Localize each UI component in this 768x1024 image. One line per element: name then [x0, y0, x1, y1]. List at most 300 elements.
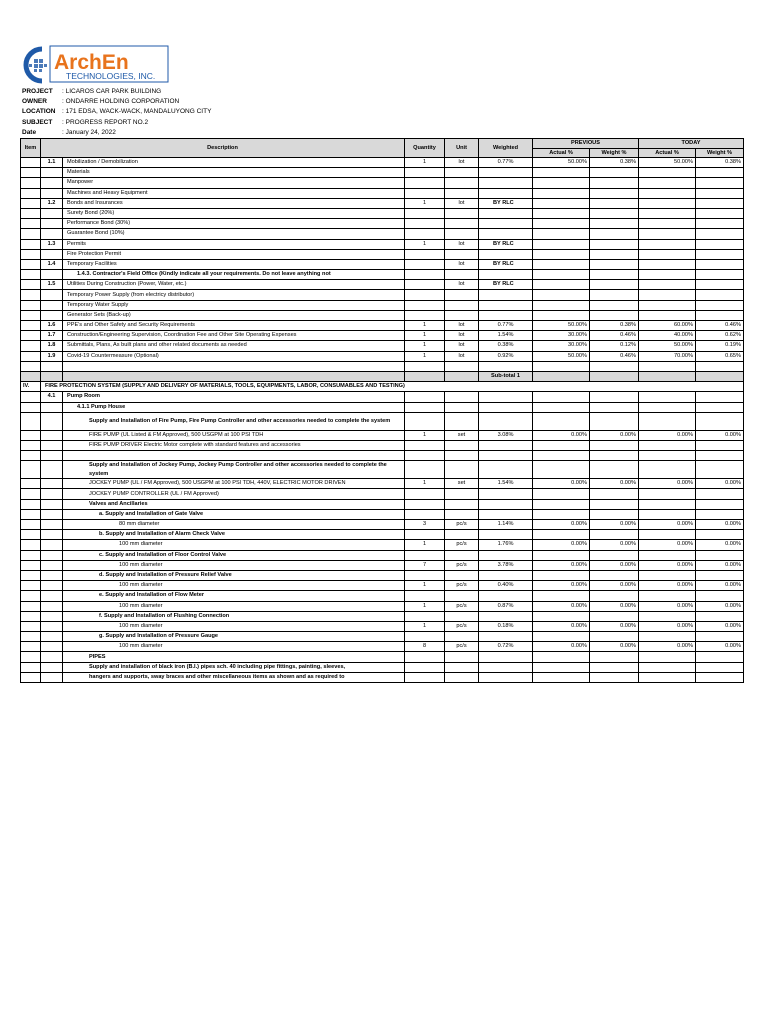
weighted-cell: [479, 530, 533, 540]
today-actual-cell: [639, 662, 696, 672]
item-number: [41, 560, 63, 570]
table-row: [21, 632, 744, 642]
quantity-cell: 1: [405, 430, 445, 440]
item-description: JOCKEY PUMP CONTROLLER (UL / FM Approved): [63, 489, 405, 499]
info-value: : January 24, 2022: [62, 128, 116, 136]
previous-actual-cell: 0.00%: [533, 601, 590, 611]
weighted-cell: BY RLC: [479, 239, 533, 249]
today-weight-cell: 0.00%: [696, 560, 744, 570]
weighted-cell: [479, 652, 533, 662]
item-number: [41, 188, 63, 198]
quantity-cell: [405, 632, 445, 642]
table-row: [21, 440, 744, 450]
item-description: Mobilization / Demobilization: [63, 158, 405, 168]
today-weight-cell: [696, 310, 744, 320]
info-key: Date: [22, 128, 37, 136]
weighted-cell: [479, 461, 533, 479]
previous-weight-cell: 0.38%: [590, 321, 639, 331]
quantity-cell: [405, 290, 445, 300]
today-weight-cell: [696, 461, 744, 479]
table-row: [21, 520, 744, 530]
previous-weight-cell: [590, 662, 639, 672]
weighted-cell: [479, 591, 533, 601]
previous-weight-cell: 0.46%: [590, 351, 639, 361]
previous-weight-cell: [590, 591, 639, 601]
item-number: [41, 402, 63, 412]
today-actual-cell: [639, 249, 696, 259]
unit-cell: [445, 208, 479, 218]
item-description: 100 mm diameter: [63, 560, 405, 570]
item-description: Bonds and Insurances: [63, 198, 405, 208]
item-cell: [21, 321, 41, 331]
previous-actual-cell: [533, 550, 590, 560]
item-number: [41, 412, 63, 430]
previous-weight-cell: 0.00%: [590, 642, 639, 652]
previous-weight-cell: [590, 672, 639, 682]
quantity-cell: [405, 371, 445, 381]
weighted-cell: 0.38%: [479, 341, 533, 351]
previous-weight-cell: [590, 178, 639, 188]
previous-actual-cell: 0.00%: [533, 430, 590, 440]
previous-actual-cell: [533, 280, 590, 290]
weighted-cell: 1.76%: [479, 540, 533, 550]
today-weight-cell: [696, 402, 744, 412]
quantity-cell: [405, 392, 445, 402]
weighted-cell: 0.18%: [479, 621, 533, 631]
item-description: Temporary Power Supply (from electricy distributor): [63, 290, 405, 300]
weighted-cell: [479, 361, 533, 371]
today-actual-cell: [639, 461, 696, 479]
item-cell: [21, 331, 41, 341]
previous-weight-cell: 0.00%: [590, 621, 639, 631]
today-weight-cell: [696, 570, 744, 580]
item-cell: [21, 280, 41, 290]
item-description: 100 mm diameter: [63, 621, 405, 631]
previous-actual-cell: [533, 290, 590, 300]
item-description: c. Supply and Installation of Floor Control Valve: [63, 550, 405, 560]
previous-weight-cell: [590, 632, 639, 642]
today-weight-cell: [696, 168, 744, 178]
item-description: 100 mm diameter: [63, 581, 405, 591]
item-number: 1.8: [41, 341, 63, 351]
previous-actual-cell: 0.00%: [533, 621, 590, 631]
item-description: 4.1.1 Pump House: [63, 402, 405, 412]
previous-actual-cell: [533, 489, 590, 499]
info-value: : LICAROS CAR PARK BUILDING: [62, 88, 162, 95]
previous-weight-cell: [590, 188, 639, 198]
quantity-cell: [405, 208, 445, 218]
today-weight-cell: [696, 662, 744, 672]
table-row: [21, 581, 744, 591]
item-number: [41, 249, 63, 259]
previous-actual-cell: [533, 632, 590, 642]
unit-cell: [445, 371, 479, 381]
unit-cell: set: [445, 430, 479, 440]
unit-cell: pc/s: [445, 642, 479, 652]
item-cell: [21, 392, 41, 402]
table-row: [21, 540, 744, 550]
item-description: d. Supply and Installation of Pressure Relief Valve: [63, 570, 405, 580]
item-cell: [21, 371, 41, 381]
today-weight-cell: [696, 229, 744, 239]
today-weight-cell: [696, 451, 744, 461]
today-actual-cell: 0.00%: [639, 581, 696, 591]
table-row: [21, 451, 744, 461]
today-actual-cell: [639, 270, 696, 280]
quantity-cell: [405, 611, 445, 621]
col-today-weight: Weight %: [696, 149, 744, 158]
previous-weight-cell: [590, 168, 639, 178]
previous-actual-cell: 50.00%: [533, 158, 590, 168]
weighted-cell: [479, 290, 533, 300]
previous-weight-cell: [590, 509, 639, 519]
item-description: Valves and Ancillaries: [63, 499, 405, 509]
item-number: 1.7: [41, 331, 63, 341]
unit-cell: [445, 509, 479, 519]
item-number: [41, 479, 63, 489]
item-cell: [21, 520, 41, 530]
previous-weight-cell: [590, 392, 639, 402]
today-actual-cell: [639, 280, 696, 290]
item-cell: [21, 351, 41, 361]
table-row: [21, 530, 744, 540]
item-cell: [21, 642, 41, 652]
previous-weight-cell: [590, 402, 639, 412]
quantity-cell: 1: [405, 621, 445, 631]
quantity-cell: [405, 461, 445, 479]
item-description: [63, 361, 405, 371]
previous-weight-cell: 0.00%: [590, 601, 639, 611]
item-cell: [21, 310, 41, 320]
item-cell: [21, 249, 41, 259]
previous-actual-cell: [533, 461, 590, 479]
item-number: [41, 540, 63, 550]
col-weighted: Weighted: [479, 139, 533, 158]
previous-actual-cell: 0.00%: [533, 540, 590, 550]
item-cell: [21, 489, 41, 499]
quantity-cell: [405, 300, 445, 310]
weighted-cell: [479, 392, 533, 402]
today-weight-cell: 0.65%: [696, 351, 744, 361]
weighted-cell: [479, 229, 533, 239]
today-actual-cell: 60.00%: [639, 321, 696, 331]
weighted-cell: [479, 249, 533, 259]
table-row: [21, 270, 744, 280]
unit-cell: [445, 440, 479, 450]
unit-cell: lot: [445, 351, 479, 361]
item-cell: [21, 168, 41, 178]
item-cell: [21, 440, 41, 450]
today-actual-cell: [639, 402, 696, 412]
item-description: e. Supply and Installation of Flow Meter: [63, 591, 405, 601]
weighted-cell: [479, 570, 533, 580]
item-number: 1.2: [41, 198, 63, 208]
info-value: : PROGRESS REPORT NO.2: [62, 118, 149, 126]
quantity-cell: 3: [405, 520, 445, 530]
unit-cell: pc/s: [445, 581, 479, 591]
item-cell: [21, 632, 41, 642]
unit-cell: [445, 270, 479, 280]
item-number: 1.1: [41, 158, 63, 168]
previous-actual-cell: 30.00%: [533, 331, 590, 341]
weighted-cell: [479, 300, 533, 310]
item-number: [41, 642, 63, 652]
table-row: [21, 662, 744, 672]
unit-cell: [445, 489, 479, 499]
weighted-cell: [479, 489, 533, 499]
item-description: PIPES: [63, 652, 405, 662]
previous-weight-cell: [590, 499, 639, 509]
today-weight-cell: [696, 290, 744, 300]
quantity-cell: [405, 361, 445, 371]
weighted-cell: [479, 219, 533, 229]
item-description: 80 mm diameter: [63, 520, 405, 530]
weighted-cell: BY RLC: [479, 280, 533, 290]
unit-cell: [445, 530, 479, 540]
quantity-cell: 7: [405, 560, 445, 570]
today-weight-cell: [696, 178, 744, 188]
today-actual-cell: [639, 451, 696, 461]
quantity-cell: 1: [405, 341, 445, 351]
previous-actual-cell: [533, 652, 590, 662]
item-number: [41, 570, 63, 580]
table-row: [21, 479, 744, 489]
table-row: [21, 229, 744, 239]
item-description: f. Supply and Installation of Flushing Connection: [63, 611, 405, 621]
previous-actual-cell: 0.00%: [533, 560, 590, 570]
unit-cell: [445, 168, 479, 178]
item-cell: [21, 499, 41, 509]
today-weight-cell: 0.00%: [696, 601, 744, 611]
item-cell: [21, 540, 41, 550]
unit-cell: lot: [445, 341, 479, 351]
item-number: [41, 499, 63, 509]
unit-cell: [445, 550, 479, 560]
quantity-cell: [405, 412, 445, 430]
col-previous-weight: Weight %: [590, 149, 639, 158]
previous-actual-cell: 0.00%: [533, 479, 590, 489]
item-cell: [21, 509, 41, 519]
previous-weight-cell: [590, 270, 639, 280]
item-cell: [21, 430, 41, 440]
item-cell: [21, 341, 41, 351]
logo-pixels: [29, 59, 47, 72]
logo-subtitle: TECHNOLOGIES, INC.: [66, 71, 156, 81]
previous-weight-cell: [590, 451, 639, 461]
table-row: [21, 321, 744, 331]
item-description: hangers and supports, sway braces and other miscellaneous items as shown and as required to: [63, 672, 405, 682]
table-row: [21, 198, 744, 208]
unit-cell: [445, 461, 479, 479]
today-actual-cell: [639, 290, 696, 300]
previous-actual-cell: 0.00%: [533, 642, 590, 652]
quantity-cell: [405, 168, 445, 178]
item-number: [41, 461, 63, 479]
table-row: [21, 239, 744, 249]
previous-weight-cell: [590, 461, 639, 479]
item-description: g. Supply and Installation of Pressure Gauge: [63, 632, 405, 642]
previous-actual-cell: 30.00%: [533, 341, 590, 351]
item-description: b. Supply and Installation of Alarm Check Valve: [63, 530, 405, 540]
unit-cell: lot: [445, 321, 479, 331]
table-row: [21, 351, 744, 361]
info-key: LOCATION: [22, 108, 56, 116]
today-weight-cell: 0.00%: [696, 581, 744, 591]
header-row: [21, 139, 744, 149]
item-cell: [21, 672, 41, 682]
table-row: [21, 168, 744, 178]
previous-actual-cell: [533, 371, 590, 381]
item-number: [41, 509, 63, 519]
previous-actual-cell: [533, 412, 590, 430]
quantity-cell: 1: [405, 581, 445, 591]
item-cell: [21, 652, 41, 662]
unit-cell: lot: [445, 198, 479, 208]
table-row: [21, 672, 744, 682]
previous-actual-cell: [533, 392, 590, 402]
today-actual-cell: [639, 591, 696, 601]
table-row: [21, 158, 744, 168]
unit-cell: [445, 412, 479, 430]
item-number: IV.: [21, 382, 41, 392]
item-cell: [21, 229, 41, 239]
quantity-cell: 1: [405, 351, 445, 361]
today-weight-cell: [696, 249, 744, 259]
weighted-cell: [479, 550, 533, 560]
today-weight-cell: [696, 499, 744, 509]
quantity-cell: [405, 310, 445, 320]
previous-actual-cell: [533, 219, 590, 229]
quantity-cell: [405, 440, 445, 450]
item-number: [41, 229, 63, 239]
item-description: Guarantee Bond (10%): [63, 229, 405, 239]
item-description: Generator Sets (Back-up): [63, 310, 405, 320]
today-actual-cell: [639, 570, 696, 580]
item-cell: [21, 550, 41, 560]
unit-cell: lot: [445, 259, 479, 269]
item-description: Temporary Facilities: [63, 259, 405, 269]
weighted-cell: [479, 402, 533, 412]
quantity-cell: [405, 509, 445, 519]
item-number: 1.9: [41, 351, 63, 361]
table-row: [21, 652, 744, 662]
item-description: Supply and Installation of Fire Pump, Fire Pump Controller and other accessories needed to complete the system: [63, 412, 405, 430]
item-cell: [21, 601, 41, 611]
unit-cell: lot: [445, 158, 479, 168]
logo-graphic: [20, 45, 170, 85]
item-cell: [21, 581, 41, 591]
today-weight-cell: [696, 412, 744, 430]
table-row: [21, 621, 744, 631]
item-number: [41, 361, 63, 371]
unit-cell: [445, 219, 479, 229]
quantity-cell: 1: [405, 198, 445, 208]
today-weight-cell: [696, 440, 744, 450]
item-cell: [21, 560, 41, 570]
unit-cell: [445, 229, 479, 239]
weighted-cell: 0.77%: [479, 321, 533, 331]
today-actual-cell: [639, 509, 696, 519]
unit-cell: [445, 591, 479, 601]
item-number: [41, 178, 63, 188]
item-cell: [21, 270, 41, 280]
previous-weight-cell: 0.12%: [590, 341, 639, 351]
today-actual-cell: [639, 611, 696, 621]
item-number: [41, 489, 63, 499]
item-number: [41, 652, 63, 662]
unit-cell: [445, 570, 479, 580]
previous-actual-cell: [533, 229, 590, 239]
quantity-cell: 1: [405, 239, 445, 249]
table-row: [21, 219, 744, 229]
col-description: Description: [41, 139, 405, 158]
previous-actual-cell: [533, 451, 590, 461]
today-weight-cell: [696, 632, 744, 642]
today-actual-cell: 0.00%: [639, 430, 696, 440]
col-today: TODAY: [639, 139, 744, 149]
col-today-actual: Actual %: [639, 149, 696, 158]
table-row: [21, 341, 744, 351]
item-number: [41, 300, 63, 310]
item-number: 1.4: [41, 259, 63, 269]
col-item: Item: [21, 139, 41, 158]
unit-cell: lot: [445, 280, 479, 290]
item-description: Submittals, Plans, As built plans and other related documents as needed: [63, 341, 405, 351]
previous-actual-cell: [533, 178, 590, 188]
previous-actual-cell: [533, 188, 590, 198]
col-quantity: Quantity: [405, 139, 445, 158]
previous-weight-cell: 0.46%: [590, 331, 639, 341]
item-number: 1.6: [41, 321, 63, 331]
previous-weight-cell: [590, 239, 639, 249]
today-weight-cell: 0.38%: [696, 158, 744, 168]
previous-weight-cell: [590, 208, 639, 218]
unit-cell: [445, 499, 479, 509]
project-info: [22, 87, 211, 138]
unit-cell: [445, 402, 479, 412]
table-row: [21, 499, 744, 509]
item-number: [41, 430, 63, 440]
quantity-cell: [405, 530, 445, 540]
previous-weight-cell: [590, 412, 639, 430]
unit-cell: [445, 672, 479, 682]
today-weight-cell: 0.00%: [696, 479, 744, 489]
item-description: 100 mm diameter: [63, 540, 405, 550]
item-description: Covid-19 Countermeasure (Optional): [63, 351, 405, 361]
item-description: Pump Room: [63, 392, 405, 402]
previous-actual-cell: [533, 239, 590, 249]
today-actual-cell: [639, 168, 696, 178]
item-number: [41, 290, 63, 300]
info-row: [22, 118, 211, 128]
weighted-cell: [479, 499, 533, 509]
previous-actual-cell: [533, 208, 590, 218]
previous-weight-cell: [590, 611, 639, 621]
item-number: 4.1: [41, 392, 63, 402]
col-previous: PREVIOUS: [533, 139, 639, 149]
table-row: [21, 280, 744, 290]
item-description: Temporary Water Supply: [63, 300, 405, 310]
today-actual-cell: [639, 361, 696, 371]
previous-actual-cell: [533, 270, 590, 280]
weighted-cell: [479, 270, 533, 280]
previous-actual-cell: [533, 530, 590, 540]
previous-actual-cell: 50.00%: [533, 321, 590, 331]
today-actual-cell: [639, 499, 696, 509]
table-row: [21, 412, 744, 430]
today-weight-cell: 0.00%: [696, 621, 744, 631]
weighted-cell: 0.40%: [479, 581, 533, 591]
